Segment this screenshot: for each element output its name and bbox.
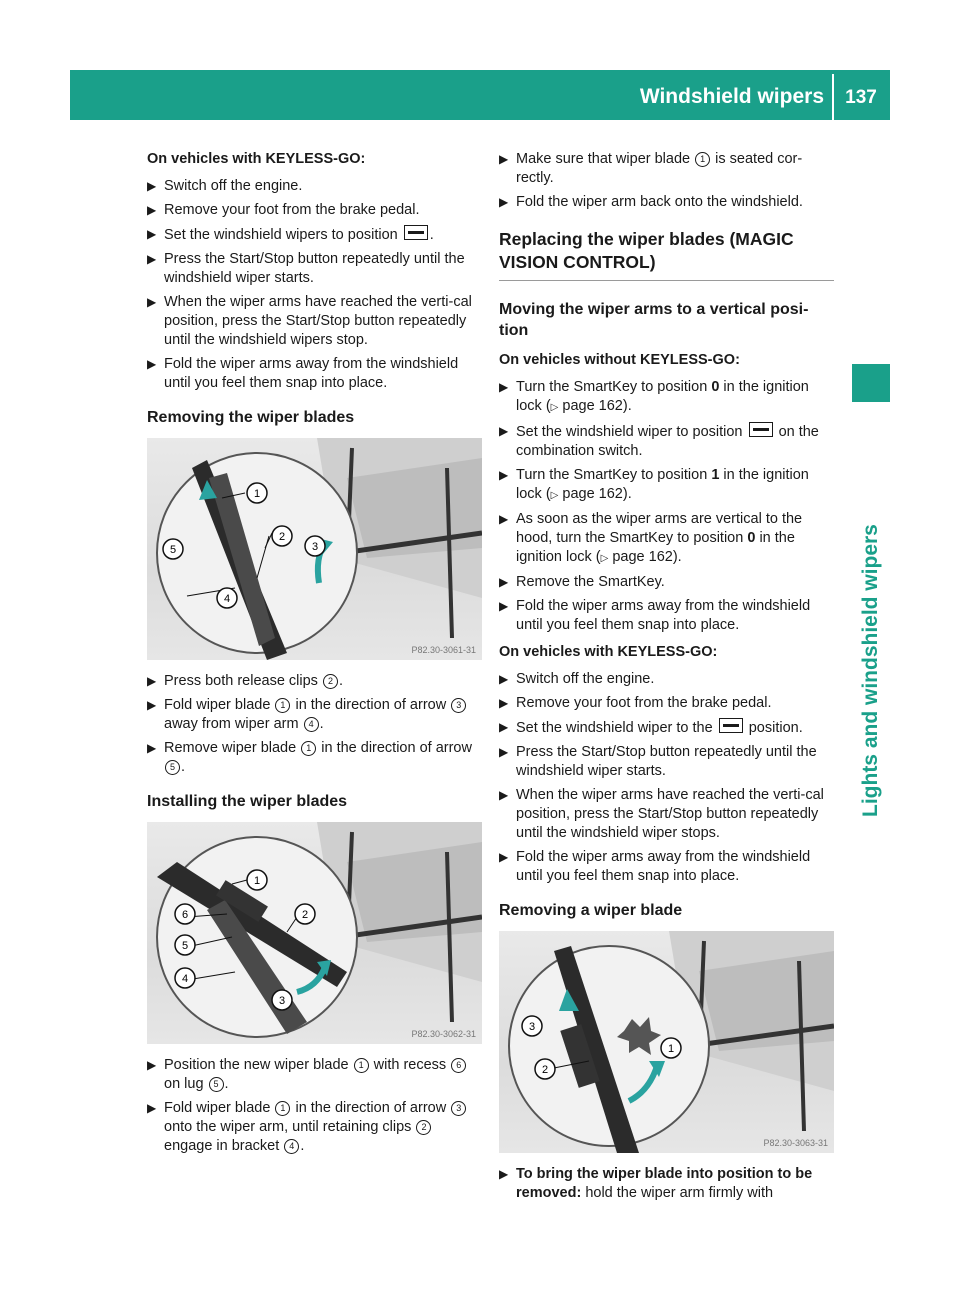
instruction-step: ▶ Fold the wiper arms away from the windshield until you feel them snap into place. bbox=[147, 356, 459, 391]
callout-ref-3: 3 bbox=[451, 698, 466, 713]
callout-ref-5: 5 bbox=[209, 1077, 224, 1092]
instruction-step: ▶ Remove the SmartKey. bbox=[499, 574, 665, 590]
instruction-step: ▶ As soon as the wiper arms are vertical to the hood, turn the SmartKey to position 0 in the ignition lock (▷ page 162). bbox=[499, 511, 803, 565]
step-arrow-icon: ▶ bbox=[499, 195, 509, 209]
figure-removing-a-wiper-blade bbox=[499, 931, 834, 1153]
instruction-step: ▶ To bring the wiper blade into position to be removed: hold the wiper arm firmly with bbox=[499, 1166, 813, 1201]
svg-text:3: 3 bbox=[311, 541, 319, 553]
heading-rule bbox=[499, 280, 834, 281]
step-arrow-icon: ▶ bbox=[147, 741, 157, 755]
callout-ref-1: 1 bbox=[275, 698, 290, 713]
callout-ref-2: 2 bbox=[323, 674, 338, 689]
single-wiper-removal-illustration bbox=[499, 931, 834, 1153]
svg-text:5: 5 bbox=[181, 940, 189, 952]
step-arrow-icon: ▶ bbox=[147, 357, 157, 371]
svg-text:3: 3 bbox=[278, 995, 286, 1007]
svg-text:4: 4 bbox=[181, 973, 189, 985]
page-ref-icon: ▷ bbox=[550, 490, 559, 501]
page-ref-link[interactable]: page 162). bbox=[562, 398, 632, 414]
heading-magic-vision-control: Replacing the wiper blades (MAGIC VISION CONTROL) bbox=[499, 229, 794, 272]
instruction-step: ▶ Turn the SmartKey to position 1 in the ignition lock (▷ page 162). bbox=[499, 467, 809, 502]
step-arrow-icon: ▶ bbox=[499, 575, 509, 589]
instruction-step: ▶ Fold the wiper arms away from the windshield until you feel them snap into place. bbox=[499, 598, 811, 633]
step-arrow-icon: ▶ bbox=[499, 152, 509, 166]
step-arrow-icon: ▶ bbox=[499, 468, 509, 482]
heading-vertical-position: Moving the wiper arms to a vertical posi-tion bbox=[499, 301, 809, 339]
instruction-step: ▶ Press both release clips 2 . bbox=[147, 673, 343, 689]
instruction-step: ▶ Set the windshield wiper to position on the combination switch. bbox=[499, 424, 819, 459]
figure-removing-wiper-blades bbox=[147, 438, 482, 660]
callout-ref-1: 1 bbox=[275, 1101, 290, 1116]
callout-ref-2: 2 bbox=[416, 1120, 431, 1135]
instruction-step: ▶ Remove wiper blade 1 in the direction of arrow 5 . bbox=[147, 740, 472, 775]
svg-text:2: 2 bbox=[541, 1064, 549, 1076]
subhead-with-keyless-go: On vehicles with KEYLESS-GO: bbox=[499, 644, 718, 660]
page-ref-link[interactable]: page 162). bbox=[612, 549, 682, 565]
instruction-step: ▶ Fold wiper blade 1 in the direction of arrow 3 onto the wiper arm, until retaining clips 2 engage in bracket 4 . bbox=[147, 1099, 482, 1156]
step-arrow-icon: ▶ bbox=[499, 512, 509, 526]
header-divider bbox=[832, 74, 834, 120]
step-arrow-icon: ▶ bbox=[147, 1101, 157, 1115]
figure-code: P82.30-3061-31 bbox=[411, 645, 476, 655]
page-number: 137 bbox=[845, 87, 877, 108]
svg-text:5: 5 bbox=[169, 544, 177, 556]
page-ref-link[interactable]: page 162). bbox=[562, 486, 632, 502]
subhead-without-keyless-go: On vehicles without KEYLESS-GO: bbox=[499, 352, 740, 368]
instruction-step: ▶ Remove your foot from the brake pedal. bbox=[147, 202, 420, 218]
svg-text:1: 1 bbox=[253, 875, 261, 887]
step-arrow-icon: ▶ bbox=[147, 295, 157, 309]
page-ref-icon: ▷ bbox=[600, 553, 609, 564]
page-title: Windshield wipers bbox=[639, 85, 824, 108]
step-arrow-icon: ▶ bbox=[499, 788, 509, 802]
figure-code: P82.30-3062-31 bbox=[411, 1029, 476, 1039]
callout-ref-1: 1 bbox=[354, 1058, 369, 1073]
callout-ref-6: 6 bbox=[451, 1058, 466, 1073]
step-arrow-icon: ▶ bbox=[147, 1058, 157, 1072]
wiper-position-icon bbox=[749, 422, 773, 437]
figure-installing-wiper-blades bbox=[147, 822, 482, 1044]
instruction-step: ▶ Remove your foot from the brake pedal. bbox=[499, 695, 772, 711]
wiper-position-icon bbox=[404, 225, 428, 240]
step-arrow-icon: ▶ bbox=[147, 252, 157, 266]
step-arrow-icon: ▶ bbox=[499, 745, 509, 759]
instruction-step: ▶ Turn the SmartKey to position 0 in the ignition lock (▷ page 162). bbox=[499, 379, 809, 414]
step-arrow-icon: ▶ bbox=[499, 1167, 509, 1181]
callout-ref-1: 1 bbox=[695, 152, 710, 167]
instruction-step: ▶ Set the windshield wipers to position . bbox=[147, 227, 434, 243]
heading-installing-wiper-blades: Installing the wiper blades bbox=[147, 793, 348, 810]
instruction-step: ▶ Press the Start/Stop button repeatedly until the windshield wiper starts. bbox=[499, 744, 817, 779]
step-arrow-icon: ▶ bbox=[147, 227, 157, 241]
step-arrow-icon: ▶ bbox=[147, 674, 157, 688]
step-arrow-icon: ▶ bbox=[147, 203, 157, 217]
step-arrow-icon: ▶ bbox=[147, 698, 157, 712]
instruction-step: ▶ Make sure that wiper blade 1 is seated cor-rectly. bbox=[499, 151, 803, 186]
left-column bbox=[147, 150, 482, 1161]
svg-text:4: 4 bbox=[223, 593, 231, 605]
svg-text:1: 1 bbox=[667, 1043, 675, 1055]
step-arrow-icon: ▶ bbox=[499, 599, 509, 613]
step-arrow-icon: ▶ bbox=[499, 672, 509, 686]
svg-text:2: 2 bbox=[301, 909, 309, 921]
step-arrow-icon: ▶ bbox=[499, 720, 509, 734]
side-tab-label: Lights and windshield wipers bbox=[859, 524, 882, 817]
svg-text:6: 6 bbox=[181, 909, 189, 921]
instruction-step: ▶ When the wiper arms have reached the verti-cal position, press the Start/Stop button repeatedly until the windshield wiper stops. bbox=[499, 787, 824, 841]
svg-text:3: 3 bbox=[528, 1021, 536, 1033]
instruction-step: ▶ Fold the wiper arm back onto the windshield. bbox=[499, 194, 803, 210]
heading-removing-a-wiper-blade: Removing a wiper blade bbox=[499, 902, 683, 919]
figure-code: P82.30-3063-31 bbox=[763, 1138, 828, 1148]
svg-text:1: 1 bbox=[253, 488, 261, 500]
callout-ref-4: 4 bbox=[284, 1139, 299, 1154]
instruction-step: ▶ Fold wiper blade 1 in the direction of arrow 3 away from wiper arm 4 . bbox=[147, 696, 482, 734]
callout-ref-1: 1 bbox=[301, 741, 316, 756]
instruction-step: ▶ Switch off the engine. bbox=[499, 671, 655, 687]
wiper-position-icon bbox=[719, 718, 743, 733]
callout-ref-3: 3 bbox=[451, 1101, 466, 1116]
side-tab-marker bbox=[852, 364, 890, 402]
step-arrow-icon: ▶ bbox=[499, 696, 509, 710]
step-arrow-icon: ▶ bbox=[499, 424, 509, 438]
svg-text:2: 2 bbox=[278, 531, 286, 543]
wiper-removal-illustration bbox=[147, 438, 482, 660]
callout-ref-4: 4 bbox=[304, 717, 319, 732]
instruction-step: ▶ Fold the wiper arms away from the windshield until you feel them snap into place. bbox=[499, 849, 811, 884]
instruction-step: ▶ Position the new wiper blade 1 with recess 6 on lug 5 . bbox=[147, 1056, 482, 1094]
subhead-keyless-go: On vehicles with KEYLESS-GO: bbox=[147, 151, 366, 167]
instruction-step: ▶ When the wiper arms have reached the verti-cal position, press the Start/Stop button repeatedly until the windshield wipers stop. bbox=[147, 294, 472, 348]
page-ref-icon: ▷ bbox=[550, 402, 559, 413]
instruction-step: ▶ Switch off the engine. bbox=[147, 178, 303, 194]
step-arrow-icon: ▶ bbox=[499, 850, 509, 864]
instruction-step: ▶ Set the windshield wiper to the position. bbox=[499, 720, 803, 736]
wiper-install-illustration bbox=[147, 822, 482, 1044]
callout-ref-5: 5 bbox=[165, 760, 180, 775]
instruction-step: ▶ Press the Start/Stop button repeatedly until the windshield wiper starts. bbox=[147, 251, 465, 286]
step-arrow-icon: ▶ bbox=[499, 380, 509, 394]
step-arrow-icon: ▶ bbox=[147, 179, 157, 193]
right-column bbox=[499, 150, 834, 1208]
heading-removing-wiper-blades: Removing the wiper blades bbox=[147, 409, 355, 426]
